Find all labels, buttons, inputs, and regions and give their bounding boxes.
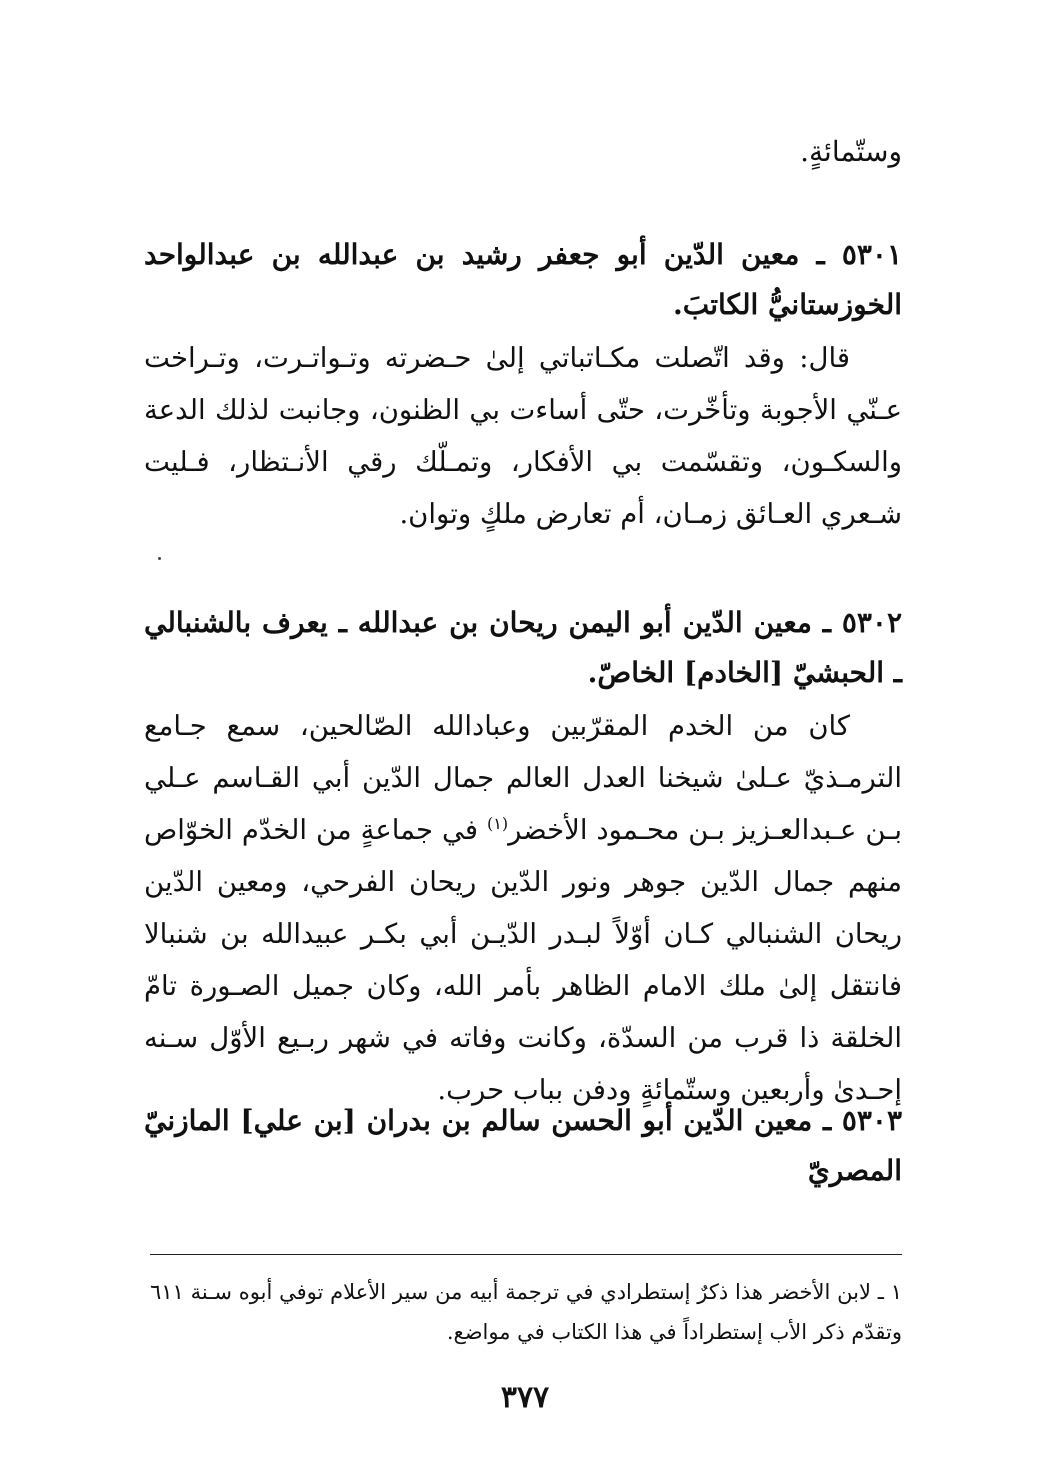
footnote-text: ١ ـ لابن الأخضر هذا ذكرٌ إستطرادي في ترجمة أبيه من سير الأعلام توفي أبوه سـنة ٦١١ وتقدّم ذكر الأب إستطراداً في هذا الكتاب في مواضع. bbox=[150, 1280, 902, 1344]
entry-body-part-2: في جماعةٍ من الخدّم الخوّاص منهم جمال الدّين جوهر ونور الدّين ريحان الفرحي، ومعين الدّين ريحان الشنبالي كـان أوّلاً لبـدر الدّيـن أبي بكـر عبيدالله بن شنبالا فانتقل إلىٰ ملك الامام الظاهر بأمر الله، وكان جميل الصـورة تامّ الخلقة ذا قرب من السدّة، وكانت وفاته في شهر ربـيع الأوّل سـنه إحـدىٰ وأربعين وستّمائةٍ ودفن بباب حرب. bbox=[144, 814, 902, 1106]
entry-5303 bbox=[144, 1096, 902, 1196]
page-number: ٣٧٧ bbox=[500, 1380, 550, 1415]
footnote-divider bbox=[150, 1254, 902, 1255]
entry-body-part-1: كان من الخدم المقرّبين وعبادالله الصّالحين، سمع جـامع الترمـذيّ عـلىٰ شيخنا العدل العالم جمال الدّين أبي القـاسم عـلي بـن عـبدالعـزيز بـن محـمود الأخضر bbox=[144, 710, 903, 846]
entry-heading: ٥٣٠٣ ـ معين الدّين أبو الحسن سالم بن بدران [بن علي] المازنيّ المصريّ bbox=[144, 1104, 902, 1187]
entry-body: قال: وقد اتّصلت مكـاتباتي إلىٰ حـضرته وتـواتـرت، وتـراخت عـنّي الأجوبة وتأخّرت، حتّى أساءت بي الظنون، وجانبت لذلك الدعة والسكـون، وتقسّمت بي الأفكار، وتمـلّك رقي الأنـتظار، فـليت شـعري العـائق زمـان، أم تعارض ملكٍ وتوان. bbox=[144, 342, 902, 530]
stray-dot-mark bbox=[158, 557, 161, 560]
footnote-reference[interactable]: (١) bbox=[487, 813, 509, 833]
previous-entry-tail: وستّمائةٍ. bbox=[800, 135, 902, 168]
entry-body bbox=[144, 700, 902, 1116]
entry-5302 bbox=[144, 598, 902, 1116]
entry-heading: ٥٣٠١ ـ معين الدّين أبو جعفر رشيد بن عبدالله بن عبدالواحد الخوزستانيُّ الكاتبَ. bbox=[144, 238, 902, 321]
entry-heading: ٥٣٠٢ ـ معين الدّين أبو اليمن ريحان بن عبدالله ـ يعرف بالشنبالي ـ الحبشيّ [الخادم] الخاصّ. bbox=[144, 606, 902, 689]
entry-5301 bbox=[144, 230, 902, 540]
